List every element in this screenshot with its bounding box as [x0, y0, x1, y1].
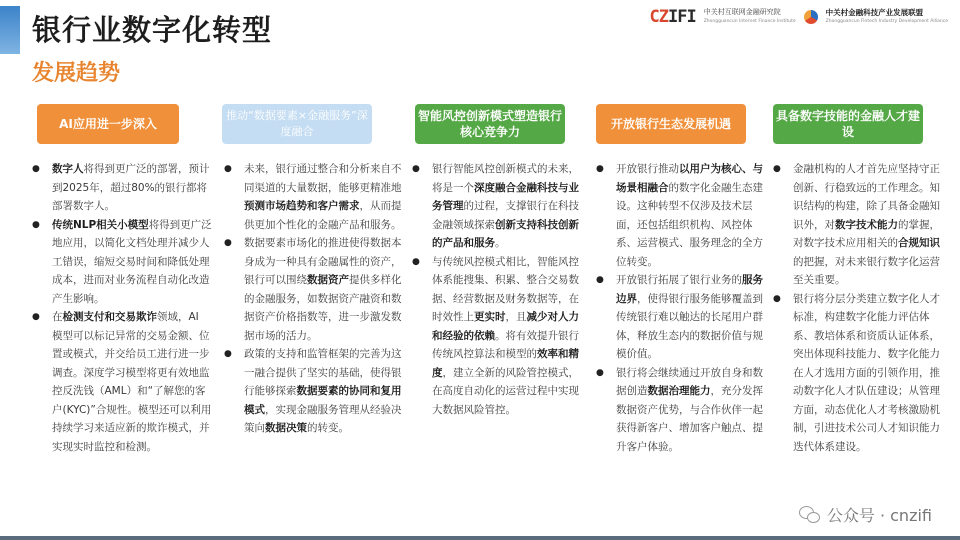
bullet-item: ● 未来，银行通过整合和分析来自不同渠道的大量数据，能够更精准地预测市场趋势和客户需求，从而提供更加个性化的金融产品和服务。 [224, 160, 404, 234]
column-header-open-banking: 开放银行生态发展机遇 [596, 104, 746, 144]
org2-name: 中关村金融科技产业发展联盟 Zhongguancun Fintech Industry Development Alliance [825, 8, 948, 24]
page-subtitle: 发展趋势 [32, 61, 121, 86]
alliance-logo-icon [804, 10, 818, 24]
logo-mark-prefix: CZ [649, 7, 668, 27]
bullet-item: ● 数据要素市场化的推进使得数据本身成为一种具有金融属性的资产，银行可以围绕数据资产提供多样化的金融服务，如数据资产融资和数据资产价格指数等，进一步激发数据市场的活力。 [224, 234, 404, 345]
column-open-banking [596, 160, 768, 456]
bullet-item: ● 开放银行推动以用户为核心、与场景相融合的数字化金融生态建设。这种转型不仅涉及技术层面，还包括组织机构、风控体系、运营模式、服务理念的全方位转变。 [596, 160, 768, 271]
title-accent-bar [0, 6, 20, 54]
bullet-item: ● 银行智能风控创新模式的未来，将是一个深度融合金融科技与业务管理的过程，支撑银行在科技金融领域探索创新支持科技创新的产品和服务。 [412, 160, 586, 253]
bullet-item: ● 开放银行拓展了银行业务的服务边界，使得银行服务能够覆盖到传统银行难以触达的长尾用户群体，释放生态内的数据价值与规模价值。 [596, 271, 768, 364]
bullet-item: ● 传统NLP相关小模型将得到更广泛地应用，以简化文档处理并减少人工错误，缩短交易时间和降低处理成本，进而对业务流程自动化改造产生影响。 [32, 216, 212, 309]
bullet-item: ● 银行将会继续通过开放自身和数据创造数据治理能力，充分发挥数据资产优势，与合作伙伴一起获得新客户、增加客户触点、提升客户体验。 [596, 364, 768, 457]
bullet-item: ● 数字人将得到更广泛的部署，预计到2025年，超过80%的银行都将部署数字人。 [32, 160, 212, 216]
column-ai [32, 160, 212, 456]
column-header-ai: AI应用进一步深入 [37, 104, 179, 144]
column-header-talent: 具备数字技能的金融人才建设 [773, 104, 923, 144]
bullet-item: ● 银行将分层分类建立数字化人才标准，构建数字化能力评估体系、教培体系和资质认证体系，突出体现科技能力、数字化能力在人才选用方面的引领作用，推动数字化人才队伍建设；从管理方面，动态优化人才考核激励机制，引进技术公司人才知识能力迭代体系建设。 [773, 290, 943, 457]
column-talent [773, 160, 943, 456]
column-risk [412, 160, 586, 419]
watermark-text: 公众号 · cnzifi [826, 506, 932, 525]
bottom-divider [0, 536, 960, 540]
bullet-item: ● 政策的支持和监管框架的完善为这一融合提供了坚实的基础，使得银行能够探索数据要素的协同和复用模式，实现金融服务管理从经验决策向数据决策的转变。 [224, 345, 404, 438]
header-logos [650, 6, 949, 28]
bullet-item: ● 在检测支付和交易欺诈领域，AI 模型可以标记异常的交易金额、位置或模式，并交给员工进行进一步调查。深度学习模型将更有效地监控反洗钱（AML）和“了解您的客户(KYC)”合规性。模型还可以利用持续学习来适应新的欺诈模式，并实现实时监控和检测。 [32, 308, 212, 456]
wechat-icon [799, 506, 821, 524]
column-header-data: 推动“数据要素×金融服务”深度融合 [222, 104, 372, 144]
org1-name: 中关村互联网金融研究院 Zhongguancun Internet Finance Institute [703, 8, 796, 24]
bullet-item: ● 与传统风控模式相比，智能风控体系能搜集、积累、整合交易数据、经营数据及财务数据等，在时效性上更实时，且减少对人力和经验的依赖。将有效提升银行传统风控算法和模型的效率和精度，建立全新的风险管控模式，在高度自动化的运营过程中实现大数据风险管控。 [412, 253, 586, 420]
wechat-watermark [799, 503, 932, 526]
column-header-risk: 智能风控创新模式塑造银行核心竞争力 [415, 104, 565, 144]
column-data [224, 160, 404, 438]
page-title: 银行业数字化转型 [32, 13, 273, 47]
bullet-item: ● 金融机构的人才首先应坚持守正创新、行稳致远的工作理念。知识结构的构建，除了具备金融知识外，对数字技术能力的掌握，对数字技术应用相关的合规知识的把握，对未来银行数字化运营至关重要。 [773, 160, 943, 290]
logo-mark-suffix: IFI [667, 7, 696, 27]
czifi-logo [650, 7, 696, 27]
